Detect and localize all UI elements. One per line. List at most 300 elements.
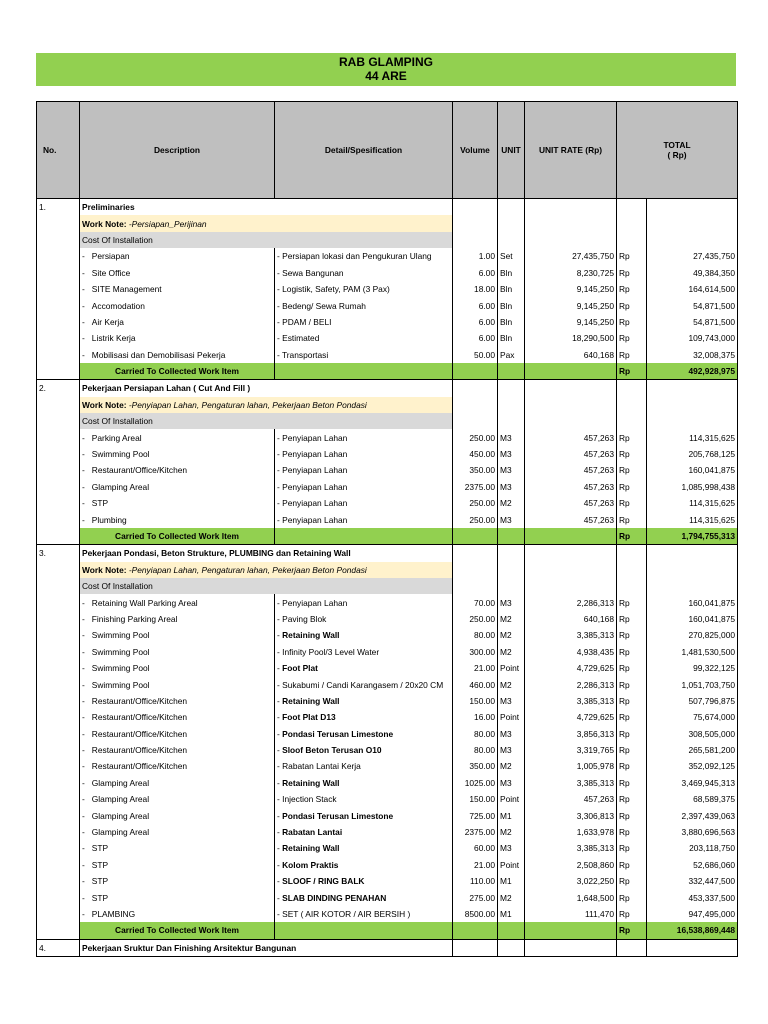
- header-total-line-1: TOTAL: [663, 140, 691, 150]
- item-total: 114,315,625: [647, 511, 738, 527]
- item-description: - PLAMBING: [80, 906, 275, 922]
- item-unit: M3: [498, 462, 525, 478]
- item-description-text: Parking Areal: [91, 432, 142, 443]
- item-description-text: STP: [91, 876, 109, 887]
- empty-cell: [453, 397, 498, 413]
- item-description-text: Glamping Areal: [91, 481, 150, 492]
- table-row: [37, 742, 738, 758]
- item-description-text: SITE Management: [91, 284, 162, 295]
- empty-cell: [498, 397, 525, 413]
- item-detail: - Penyiapan Lahan: [275, 594, 453, 610]
- item-unit-rate: 1,005,978: [525, 758, 617, 774]
- item-description-text: Restaurant/Office/Kitchen: [91, 695, 188, 706]
- item-description-text: Air Kerja: [91, 316, 124, 327]
- header-volume: Volume: [453, 102, 498, 199]
- item-unit: Bln: [498, 330, 525, 346]
- item-total: 1,085,998,438: [647, 479, 738, 495]
- table-row: [37, 265, 738, 281]
- item-detail-text: Retaining Wall: [282, 695, 340, 706]
- empty-cell: [37, 840, 80, 856]
- item-detail: - SET ( AIR KOTOR / AIR BERSIH ): [275, 906, 453, 922]
- item-description-text: Swimming Pool: [91, 646, 150, 657]
- item-detail: - SLAB DINDING PENAHAN: [275, 889, 453, 905]
- item-volume: 725.00: [453, 807, 498, 823]
- item-unit-rate: 3,319,765: [525, 742, 617, 758]
- item-detail: - Foot Plat: [275, 660, 453, 676]
- item-volume: 21.00: [453, 857, 498, 873]
- item-description-text: Swimming Pool: [91, 679, 150, 690]
- carried-total-row: [37, 922, 738, 939]
- item-total: 205,768,125: [647, 446, 738, 462]
- item-detail-text: Pondasi Terusan Limestone: [282, 810, 394, 821]
- empty-cell: [37, 758, 80, 774]
- empty-cell: [37, 562, 80, 578]
- empty-cell: [37, 462, 80, 478]
- empty-cell: [525, 578, 617, 594]
- item-unit: M3: [498, 742, 525, 758]
- item-total: 352,092,125: [647, 758, 738, 774]
- empty-cell: [37, 314, 80, 330]
- item-rp: Rp: [617, 627, 647, 643]
- item-description: - SITE Management: [80, 281, 275, 297]
- empty-cell: [617, 562, 647, 578]
- empty-cell: [453, 939, 498, 956]
- item-description: - Site Office: [80, 265, 275, 281]
- item-description-text: Retaining Wall Parking Areal: [91, 597, 198, 608]
- item-unit-rate: 4,729,625: [525, 709, 617, 725]
- item-description-text: Restaurant/Office/Kitchen: [91, 745, 188, 756]
- item-description-text: STP: [91, 859, 109, 870]
- item-description: - STP: [80, 495, 275, 511]
- item-detail-text: Pondasi Terusan Limestone: [282, 728, 394, 739]
- item-total: 54,871,500: [647, 297, 738, 313]
- header-unit-rate: UNIT RATE (Rp): [525, 102, 617, 199]
- carried-total-row: [37, 528, 738, 545]
- empty-cell: [275, 922, 453, 939]
- empty-cell: [37, 807, 80, 823]
- item-detail: - Estimated: [275, 330, 453, 346]
- item-description-text: Mobilisasi dan Demobilisasi Pekerja: [91, 349, 226, 360]
- empty-cell: [275, 528, 453, 545]
- table-row: [37, 709, 738, 725]
- table-header: [37, 102, 738, 199]
- table-row: [37, 479, 738, 495]
- work-note: [80, 215, 453, 231]
- item-detail: - Sewa Bangunan: [275, 265, 453, 281]
- empty-cell: [498, 922, 525, 939]
- item-unit: M3: [498, 511, 525, 527]
- item-detail: - Pondasi Terusan Limestone: [275, 726, 453, 742]
- empty-cell: [498, 939, 525, 956]
- item-rp: Rp: [617, 429, 647, 445]
- item-total: 109,743,000: [647, 330, 738, 346]
- item-description: - Restaurant/Office/Kitchen: [80, 709, 275, 725]
- carried-label: Carried To Collected Work Item: [80, 922, 275, 939]
- item-unit: M3: [498, 693, 525, 709]
- item-rp: Rp: [617, 330, 647, 346]
- item-description: - Restaurant/Office/Kitchen: [80, 726, 275, 742]
- section-number: 4.: [37, 939, 80, 956]
- item-total: 1,481,530,500: [647, 644, 738, 660]
- item-description: - Restaurant/Office/Kitchen: [80, 758, 275, 774]
- item-detail: - Sukabumi / Candi Karangasem / 20x20 CM: [275, 676, 453, 692]
- item-total: 160,041,875: [647, 611, 738, 627]
- item-detail: - Transportasi: [275, 347, 453, 363]
- item-description-text: Restaurant/Office/Kitchen: [91, 761, 188, 772]
- item-rp: Rp: [617, 314, 647, 330]
- item-detail-text: Penyiapan Lahan: [282, 597, 348, 608]
- item-detail: - Penyiapan Lahan: [275, 446, 453, 462]
- item-description-text: Persiapan: [91, 251, 130, 262]
- item-description: - Swimming Pool: [80, 660, 275, 676]
- item-description-text: Swimming Pool: [91, 630, 150, 641]
- item-rp: Rp: [617, 775, 647, 791]
- empty-cell: [647, 413, 738, 429]
- document-title: [36, 53, 736, 86]
- item-description: - Glamping Areal: [80, 775, 275, 791]
- item-rp: Rp: [617, 889, 647, 905]
- item-description-text: Plumbing: [91, 514, 127, 525]
- item-volume: 80.00: [453, 627, 498, 643]
- section-title: Preliminaries: [80, 199, 453, 216]
- cost-of-installation-row: [37, 578, 738, 594]
- item-unit-rate: 9,145,250: [525, 314, 617, 330]
- item-unit: M1: [498, 906, 525, 922]
- item-unit-rate: 457,263: [525, 511, 617, 527]
- item-detail-text: Logistik, Safety, PAM (3 Pax): [282, 284, 390, 295]
- item-unit: M2: [498, 889, 525, 905]
- item-description-text: Finishing Parking Areal: [91, 613, 178, 624]
- empty-cell: [275, 363, 453, 380]
- empty-cell: [37, 297, 80, 313]
- work-note-row: [37, 215, 738, 231]
- item-unit-rate: 457,263: [525, 446, 617, 462]
- item-detail-text: SET ( AIR KOTOR / AIR BERSIH ): [282, 908, 411, 919]
- table-row: [37, 791, 738, 807]
- empty-cell: [37, 676, 80, 692]
- empty-cell: [453, 528, 498, 545]
- table-row: [37, 775, 738, 791]
- empty-cell: [498, 545, 525, 562]
- table-row: [37, 758, 738, 774]
- item-unit-rate: 1,633,978: [525, 824, 617, 840]
- item-unit: M2: [498, 824, 525, 840]
- item-detail: - Retaining Wall: [275, 693, 453, 709]
- item-unit: Point: [498, 660, 525, 676]
- item-unit-rate: 457,263: [525, 429, 617, 445]
- item-detail-text: Estimated: [282, 333, 320, 344]
- work-note-label: Work Note:: [82, 218, 127, 229]
- item-detail-text: Penyiapan Lahan: [282, 449, 348, 460]
- item-detail-text: Paving Blok: [282, 613, 327, 624]
- item-rp: Rp: [617, 873, 647, 889]
- item-detail-text: Foot Plat: [282, 663, 318, 674]
- empty-cell: [37, 709, 80, 725]
- item-description: - Finishing Parking Areal: [80, 611, 275, 627]
- empty-cell: [498, 363, 525, 380]
- empty-cell: [37, 347, 80, 363]
- item-unit-rate: 2,286,313: [525, 594, 617, 610]
- item-volume: 350.00: [453, 758, 498, 774]
- item-unit: Bln: [498, 265, 525, 281]
- empty-cell: [453, 199, 498, 216]
- item-detail: - Kolom Praktis: [275, 857, 453, 873]
- item-detail-text: Sukabumi / Candi Karangasem / 20x20 CM: [282, 679, 444, 690]
- header-description: Description: [80, 102, 275, 199]
- item-total: 270,825,000: [647, 627, 738, 643]
- item-detail-text: Retaining Wall: [282, 630, 340, 641]
- empty-cell: [453, 413, 498, 429]
- empty-cell-plain: [37, 922, 80, 939]
- empty-cell: [37, 791, 80, 807]
- item-description: - STP: [80, 840, 275, 856]
- item-rp: Rp: [617, 462, 647, 478]
- item-volume: 275.00: [453, 889, 498, 905]
- item-detail-text: Injection Stack: [282, 794, 337, 805]
- empty-cell: [498, 413, 525, 429]
- empty-cell: [525, 562, 617, 578]
- item-rp: Rp: [617, 824, 647, 840]
- item-unit-rate: 457,263: [525, 462, 617, 478]
- empty-cell: [37, 265, 80, 281]
- item-unit: M1: [498, 807, 525, 823]
- item-detail: - Retaining Wall: [275, 627, 453, 643]
- empty-cell: [37, 479, 80, 495]
- item-rp: Rp: [617, 446, 647, 462]
- item-unit-rate: 27,435,750: [525, 248, 617, 264]
- header-total: [617, 102, 738, 199]
- empty-cell: [37, 330, 80, 346]
- item-description: - Air Kerja: [80, 314, 275, 330]
- table-row: [37, 297, 738, 313]
- empty-cell: [37, 232, 80, 248]
- item-rp: Rp: [617, 281, 647, 297]
- item-volume: 80.00: [453, 726, 498, 742]
- header-no: No.: [37, 102, 80, 199]
- item-description: - STP: [80, 857, 275, 873]
- item-unit-rate: 2,508,860: [525, 857, 617, 873]
- section-title: Pekerjaan Persiapan Lahan ( Cut And Fill ): [80, 380, 453, 397]
- item-rp: Rp: [617, 511, 647, 527]
- item-volume: 1025.00: [453, 775, 498, 791]
- item-description: - Swimming Pool: [80, 676, 275, 692]
- work-note-label: Work Note:: [82, 564, 127, 575]
- empty-cell: [37, 660, 80, 676]
- empty-cell: [525, 380, 617, 397]
- item-unit: M3: [498, 726, 525, 742]
- item-volume: 350.00: [453, 462, 498, 478]
- item-detail-text: Persiapan lokasi dan Pengukuran Ulang: [282, 251, 432, 262]
- item-unit: M1: [498, 873, 525, 889]
- item-unit-rate: 457,263: [525, 479, 617, 495]
- empty-cell: [498, 199, 525, 216]
- item-detail-text: Penyiapan Lahan: [282, 481, 348, 492]
- item-volume: 70.00: [453, 594, 498, 610]
- item-total: 49,384,350: [647, 265, 738, 281]
- table-row: [37, 248, 738, 264]
- item-detail: - Retaining Wall: [275, 840, 453, 856]
- item-rp: Rp: [617, 693, 647, 709]
- item-rp: Rp: [617, 347, 647, 363]
- item-total: 27,435,750: [647, 248, 738, 264]
- item-rp: Rp: [617, 297, 647, 313]
- item-unit: Point: [498, 791, 525, 807]
- empty-cell: [37, 742, 80, 758]
- item-total: 453,337,500: [647, 889, 738, 905]
- item-unit-rate: 457,263: [525, 495, 617, 511]
- empty-cell: [37, 429, 80, 445]
- table-row: [37, 495, 738, 511]
- item-total: 160,041,875: [647, 594, 738, 610]
- item-total: 1,051,703,750: [647, 676, 738, 692]
- item-description-text: Accomodation: [91, 300, 145, 311]
- item-detail-text: Rabatan Lantai Kerja: [282, 761, 361, 772]
- item-volume: 6.00: [453, 297, 498, 313]
- title-line-2: 44 ARE: [365, 69, 407, 83]
- empty-cell: [453, 922, 498, 939]
- table-body: [37, 199, 738, 957]
- item-rp: Rp: [617, 709, 647, 725]
- section-title: Pekerjaan Sruktur Dan Finishing Arsitektur Bangunan: [80, 939, 453, 956]
- item-rp: Rp: [617, 248, 647, 264]
- carried-label: Carried To Collected Work Item: [80, 528, 275, 545]
- empty-cell: [37, 594, 80, 610]
- empty-cell: [37, 644, 80, 660]
- item-volume: 110.00: [453, 873, 498, 889]
- item-volume: 6.00: [453, 265, 498, 281]
- empty-cell: [37, 248, 80, 264]
- empty-cell: [453, 578, 498, 594]
- work-note-row: [37, 562, 738, 578]
- empty-cell: [498, 232, 525, 248]
- item-description: - STP: [80, 889, 275, 905]
- item-volume: 16.00: [453, 709, 498, 725]
- item-rp: Rp: [617, 676, 647, 692]
- empty-cell: [617, 413, 647, 429]
- empty-cell: [647, 215, 738, 231]
- item-detail: - Rabatan Lantai Kerja: [275, 758, 453, 774]
- item-total: 507,796,875: [647, 693, 738, 709]
- item-detail-text: Retaining Wall: [282, 777, 340, 788]
- item-description-text: STP: [91, 892, 109, 903]
- item-volume: 250.00: [453, 511, 498, 527]
- item-volume: 21.00: [453, 660, 498, 676]
- empty-cell: [453, 232, 498, 248]
- table-row: [37, 281, 738, 297]
- item-detail-text: Penyiapan Lahan: [282, 498, 348, 509]
- item-unit-rate: 4,938,435: [525, 644, 617, 660]
- empty-cell: [647, 232, 738, 248]
- item-unit-rate: 1,648,500: [525, 889, 617, 905]
- carried-total: 492,928,975: [647, 363, 738, 380]
- section-number: 2.: [37, 380, 80, 397]
- empty-cell: [37, 857, 80, 873]
- item-description: - Restaurant/Office/Kitchen: [80, 693, 275, 709]
- item-total: 99,322,125: [647, 660, 738, 676]
- empty-cell: [617, 232, 647, 248]
- item-description: - Restaurant/Office/Kitchen: [80, 742, 275, 758]
- empty-cell: [647, 939, 738, 956]
- empty-cell: [498, 562, 525, 578]
- table-row: [37, 429, 738, 445]
- work-note: [80, 562, 453, 578]
- item-total: 54,871,500: [647, 314, 738, 330]
- empty-cell: [525, 215, 617, 231]
- table-row: [37, 906, 738, 922]
- item-volume: 150.00: [453, 791, 498, 807]
- item-unit: M2: [498, 676, 525, 692]
- item-detail-text: Transportasi: [281, 349, 329, 360]
- item-volume: 250.00: [453, 611, 498, 627]
- item-unit: M3: [498, 594, 525, 610]
- item-description: - Mobilisasi dan Demobilisasi Pekerja: [80, 347, 275, 363]
- table-row: [37, 840, 738, 856]
- item-rp: Rp: [617, 807, 647, 823]
- empty-cell: [37, 693, 80, 709]
- table-row: [37, 676, 738, 692]
- item-detail-text: Infinity Pool/3 Level Water: [282, 646, 380, 657]
- work-note-text: -Penyiapan Lahan, Pengaturan lahan, Pekerjaan Beton Pondasi: [126, 399, 367, 410]
- carried-total: 1,794,755,313: [647, 528, 738, 545]
- empty-cell: [37, 397, 80, 413]
- header-detail: Detail/Spesification: [275, 102, 453, 199]
- empty-cell: [617, 199, 647, 216]
- item-description-text: Restaurant/Office/Kitchen: [91, 728, 188, 739]
- empty-cell: [453, 363, 498, 380]
- item-detail-text: SLOOF / RING BALK: [282, 876, 365, 887]
- section-title-row: [37, 939, 738, 956]
- item-unit-rate: 640,168: [525, 347, 617, 363]
- item-total: 68,589,375: [647, 791, 738, 807]
- carried-total: 16,538,869,448: [647, 922, 738, 939]
- item-detail: - Penyiapan Lahan: [275, 479, 453, 495]
- table-row: [37, 511, 738, 527]
- item-unit: M3: [498, 479, 525, 495]
- table-row: [37, 644, 738, 660]
- item-volume: 6.00: [453, 330, 498, 346]
- item-total: 3,469,945,313: [647, 775, 738, 791]
- empty-cell: [37, 446, 80, 462]
- item-unit-rate: 3,856,313: [525, 726, 617, 742]
- section-number: 3.: [37, 545, 80, 562]
- table-row: [37, 627, 738, 643]
- work-note-text: -Penyiapan Lahan, Pengaturan lahan, Pekerjaan Beton Pondasi: [126, 564, 367, 575]
- item-unit: Pax: [498, 347, 525, 363]
- item-rp: Rp: [617, 594, 647, 610]
- empty-cell: [647, 397, 738, 413]
- item-total: 3,880,696,563: [647, 824, 738, 840]
- table-row: [37, 330, 738, 346]
- item-description: - Swimming Pool: [80, 627, 275, 643]
- table-row: [37, 347, 738, 363]
- empty-cell: [525, 413, 617, 429]
- item-description: - Parking Areal: [80, 429, 275, 445]
- item-unit: M2: [498, 644, 525, 660]
- item-detail-text: Foot Plat D13: [282, 712, 336, 723]
- item-volume: 6.00: [453, 314, 498, 330]
- empty-cell: [37, 824, 80, 840]
- item-rp: Rp: [617, 611, 647, 627]
- item-volume: 8500.00: [453, 906, 498, 922]
- item-volume: 250.00: [453, 429, 498, 445]
- carried-rp: Rp: [617, 363, 647, 380]
- empty-cell: [498, 528, 525, 545]
- item-description-text: Swimming Pool: [91, 449, 150, 460]
- empty-cell: [37, 906, 80, 922]
- empty-cell: [498, 380, 525, 397]
- empty-cell: [453, 215, 498, 231]
- item-unit: M3: [498, 446, 525, 462]
